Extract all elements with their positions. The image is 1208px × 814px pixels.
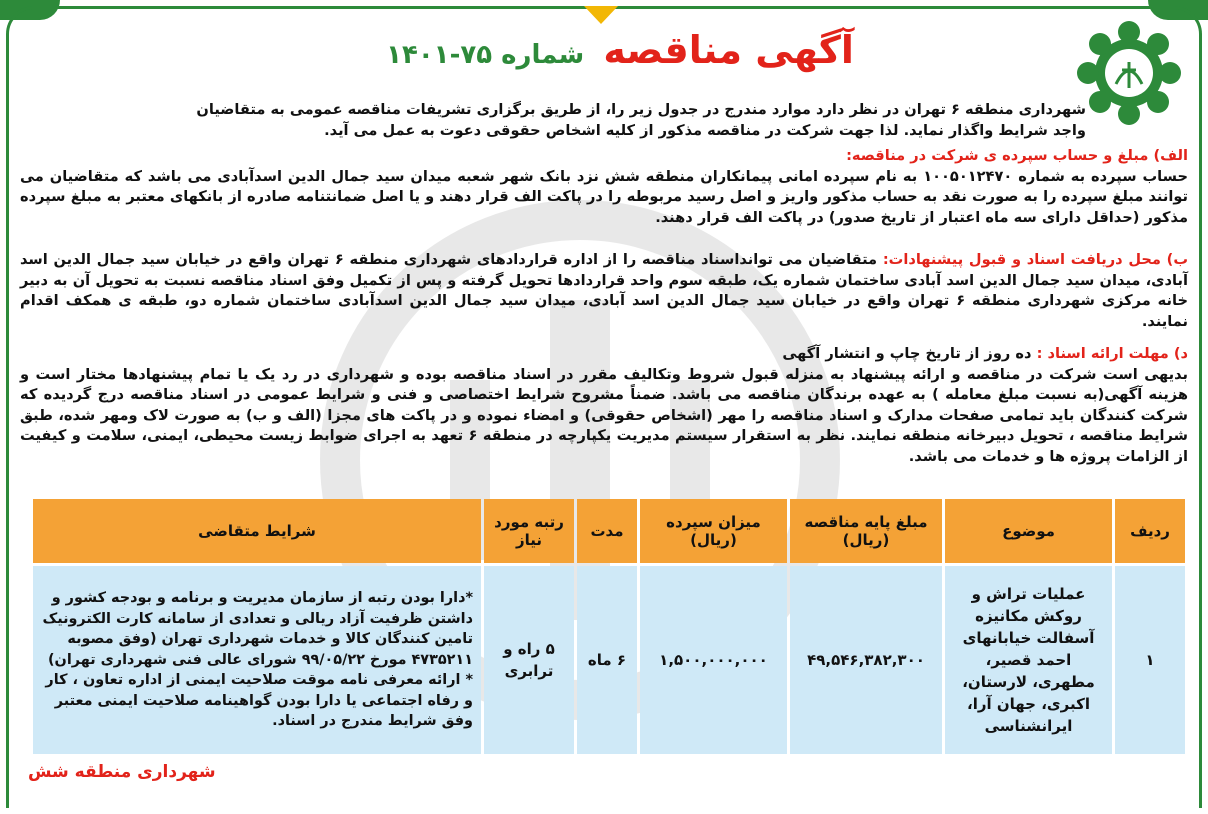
header-base-amount: مبلغ پایه مناقصه (ریال) xyxy=(790,499,942,563)
cell-row-number: ۱ xyxy=(1115,566,1185,754)
section-d xyxy=(20,344,1188,468)
header-rank: رتبه مورد نیاز xyxy=(484,499,574,563)
cell-duration: ۶ ماه xyxy=(577,566,637,754)
intro-line-1: شهرداری منطقه ۶ تهران در نظر دارد موارد مندرج در جدول زیر را، از طریق برگزاری تشریفات مناقصه عمومی به متقاضیان xyxy=(196,101,1086,118)
top-triangle-marker xyxy=(584,6,618,24)
cell-deposit: ۱,۵۰۰,۰۰۰,۰۰۰ xyxy=(640,566,787,754)
section-b xyxy=(20,250,1188,332)
title-text: آگهی مناقصه xyxy=(603,28,854,72)
table-row xyxy=(33,566,1185,754)
header-subject: موضوع xyxy=(945,499,1112,563)
intro-line-2: واجد شرایط واگذار نماید. لذا جهت شرکت در مناقصه مذکور از کلیه اشخاص حقوقی دعوت به عمل می آید. xyxy=(324,121,1086,139)
tehran-municipality-logo-icon xyxy=(1074,18,1184,128)
closing-text: بدیهی است شرکت در مناقصه و ارائه پیشنهاد به منزله قبول شروط وتکالیف مقرر در اسناد مناقصه بوده و شهرداری در رد یک یا تمام پیشنهادها مختار است و هزینه آگهی(به نسبت مبلغ معامله ) به عهده برندگان مناقصه می باشد. ضمناً مشروح شرایط اختصاصی و فنی و شرایط عمومی در اسناد مناقصه درج گردیده که شرکت کنندگان باید تمامی صفحات مدارک و اسناد مناقصه را مهر (اشخاص حقوقی) و امضاء نموده و در پاکت های مجزا (الف و ب) به صورت لاک ومهر شده، طبق شرایط مناقصه ، تحویل دبیرخانه منطقه نمایند. نظر به استقرار سیستم مدیریت یکپارچه در منطقه ۶ تعهد به اجرای ضوابط زیست محیطی، ایمنی، سلامت و کیفیت از الزامات پروژه ها و خدمات می باشد. xyxy=(20,365,1188,465)
section-a xyxy=(20,146,1188,228)
section-b-text: متقاضیان می توانداسناد مناقصه را از اداره قراردادهای شهرداری منطقه ۶ تهران واقع در خیابان سید جمال الدین اسد آبادی، میدان سید جمال الدین اسد آبادی ساختمان شماره یک، طبقه سوم واحد قراردادها تحویل گرفته و پس از تکمیل وفق اسناد مناقصه نسبت به تحویل آن به دبیر خانه مرکزی شهرداری منطقه ۶ تهران واقع در خیابان سید جمال الدین اسد آبادی، میدان سید جمال الدین اسدآبادی ساختمان شماره دو، طبقه ی همکف اقدام نمایند. xyxy=(20,251,1188,330)
cell-rank: ۵ راه و ترابری xyxy=(484,566,574,754)
section-a-heading: الف) مبلغ و حساب سپرده ی شرکت در مناقصه: xyxy=(846,147,1188,164)
tender-table xyxy=(30,496,1188,757)
section-d-text: ده روز از تاریخ چاپ و انتشار آگهی xyxy=(782,345,1032,362)
cell-conditions: *دارا بودن رتبه از سازمان مدیریت و برنامه و بودجه کشور و داشتن ظرفیت آزاد ریالی و تعدادی از سامانه کارت الکترونیک تامین کنندگان کالا و خدمات شهرداری تهران (وفق مصوبه ۴۷۳۵۲۱۱ مورخ ۹۹/۰۵/۲۲ شورای عالی فنی شهرداری تهران) * ارائه معرفی نامه موقت صلاحیت ایمنی از اداره تعاون ، کار و رفاه اجتماعی یا دارا بودن گواهینامه صلاحیت ایمنی معتبر وفق شرایط مندرج در اسناد. xyxy=(33,566,481,754)
section-d-heading: د) مهلت ارائه اسناد : xyxy=(1036,345,1188,362)
header-conditions: شرایط متقاضی xyxy=(33,499,481,563)
tender-number: شماره ۷۵-۱۴۰۱ xyxy=(386,40,585,70)
intro-paragraph xyxy=(20,100,1086,141)
section-a-text: حساب سپرده به شماره ۱۰۰۵۰۱۲۴۷۰ به نام سپرده امانی پیمانکاران منطقه شش نزد بانک شهر شعبه میدان سید جمال الدین اسدآبادی می باشد که متقاضیان می توانند مبلغ سپرده را به صورت نقد به حساب مذکور واریز و اصل رسید مربوطه را در پاکت الف قرار دهند و یا اصل ضمانتنامه صادره از بانکهای معتبر به مبلغ سپرده مذکور (حداقل دارای سه ماه اعتبار از تاریخ صدور) در پاکت الف قرار دهند. xyxy=(20,167,1188,226)
cell-base-amount: ۴۹,۵۴۶,۳۸۲,۳۰۰ xyxy=(790,566,942,754)
ad-title xyxy=(360,28,880,98)
footer-signature: شهرداری منطقه شش xyxy=(28,762,216,782)
header-deposit: میزان سپرده (ریال) xyxy=(640,499,787,563)
table-header-row xyxy=(33,499,1185,563)
header-duration: مدت xyxy=(577,499,637,563)
section-b-heading: ب) محل دریافت اسناد و قبول پیشنهادات: xyxy=(882,251,1188,268)
cell-subject: عملیات تراش و روکش مکانیزه آسفالت خیابانهای احمد قصیر، مطهری، لارستان، اکبری، جهان آرا، ایرانشناسی xyxy=(945,566,1112,754)
header-row-number: ردیف xyxy=(1115,499,1185,563)
